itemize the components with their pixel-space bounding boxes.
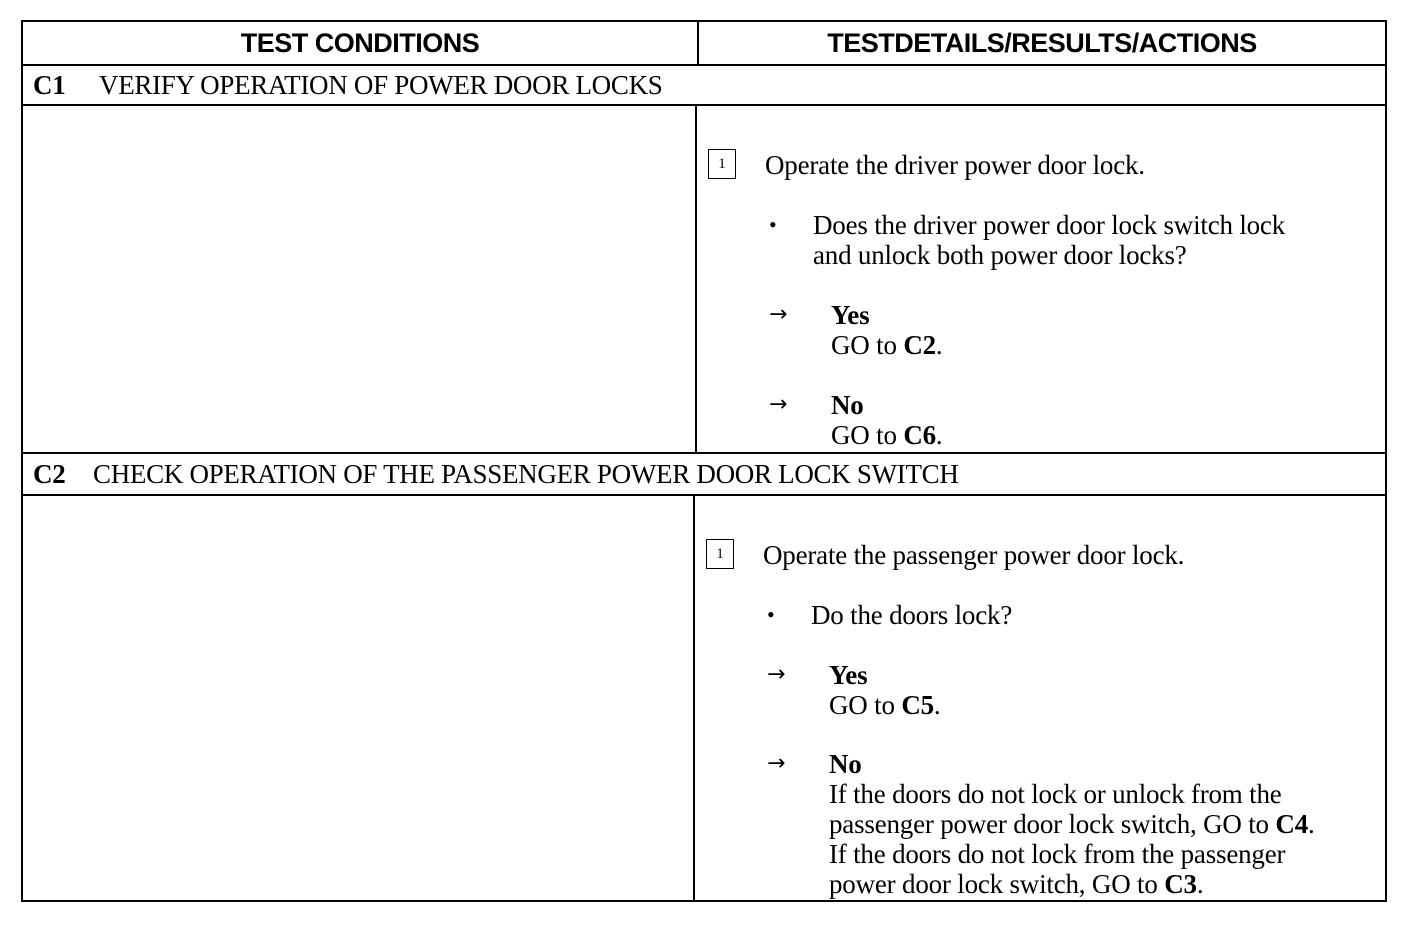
c1-yes-period: . [935,330,943,360]
c1-yes-arrow-icon: → [769,302,788,327]
section-c1-title [33,65,663,105]
c1-no-period: . [935,420,943,450]
c2-no-line2-prefix: passenger power door lock switch, GO to [829,809,1269,839]
c2-no-line2-period: . [1308,809,1315,839]
c1-question-line1: Does the driver power door lock switch lock [813,210,1286,240]
header-test-details: TESTDETAILS/RESULTS/ACTIONS [827,27,1257,58]
c2-no-line2-target-link[interactable]: C4 [1275,809,1309,839]
c2-bullet: • [767,602,775,627]
c1-no-action-prefix: GO to [831,420,897,450]
c2-no-label: No [829,749,862,779]
c2-instruction: Operate the passenger power door lock. [763,540,1185,570]
c2-yes-action-prefix: GO to [829,690,895,720]
c2-yes-arrow-icon: → [767,662,786,687]
c1-bullet: • [769,212,777,237]
c2-no-line4-target-link[interactable]: C3 [1164,869,1197,899]
header-test-conditions: TEST CONDITIONS [240,27,480,58]
header-divider [697,22,699,64]
section-c2-id: C2 [33,458,66,489]
c1-test-conditions-cell [23,106,695,452]
c2-no-arrow-icon: → [767,751,786,776]
c2-body-divider [693,496,695,900]
c1-yes-action [831,330,942,360]
c1-yes-target-link[interactable]: C2 [903,330,936,360]
c1-instruction: Operate the driver power door lock. [765,150,1145,180]
c1-yes-label: Yes [831,300,870,330]
c2-test-conditions-cell [23,496,693,900]
c2-no-line2 [829,809,1315,839]
c1-question-line2: and unlock both power door locks? [813,240,1187,270]
c2-no-line4-period: . [1196,869,1204,899]
c2-yes-action [829,690,940,720]
c2-no-line4 [829,869,1203,899]
c1-step-number-box: 1 [708,149,736,179]
c2-no-line1: If the doors do not lock or unlock from the [829,779,1282,809]
c2-no-line3: If the doors do not lock from the passenger [829,839,1286,869]
c1-yes-action-prefix: GO to [831,330,897,360]
c2-yes-target-link[interactable]: C5 [901,690,934,720]
c1-no-target-link[interactable]: C6 [903,420,936,450]
c2-question-line1: Do the doors lock? [811,600,1013,630]
c2-no-line4-prefix: power door lock switch, GO to [829,869,1158,899]
section-c2-title [33,454,959,494]
section-c1-id: C1 [33,69,66,100]
c1-body-divider [695,106,697,452]
section-c2-heading: CHECK OPERATION OF THE PASSENGER POWER DOOR LOCK SWITCH [93,458,959,489]
diagnostic-table [21,20,1387,902]
c2-yes-period: . [933,690,941,720]
c1-no-arrow-icon: → [769,392,788,417]
c1-no-label: No [831,390,864,420]
section-c1-heading: VERIFY OPERATION OF POWER DOOR LOCKS [99,69,663,100]
c2-step-number-box: 1 [706,539,734,569]
c2-yes-label: Yes [829,660,868,690]
c1-no-action [831,420,942,450]
